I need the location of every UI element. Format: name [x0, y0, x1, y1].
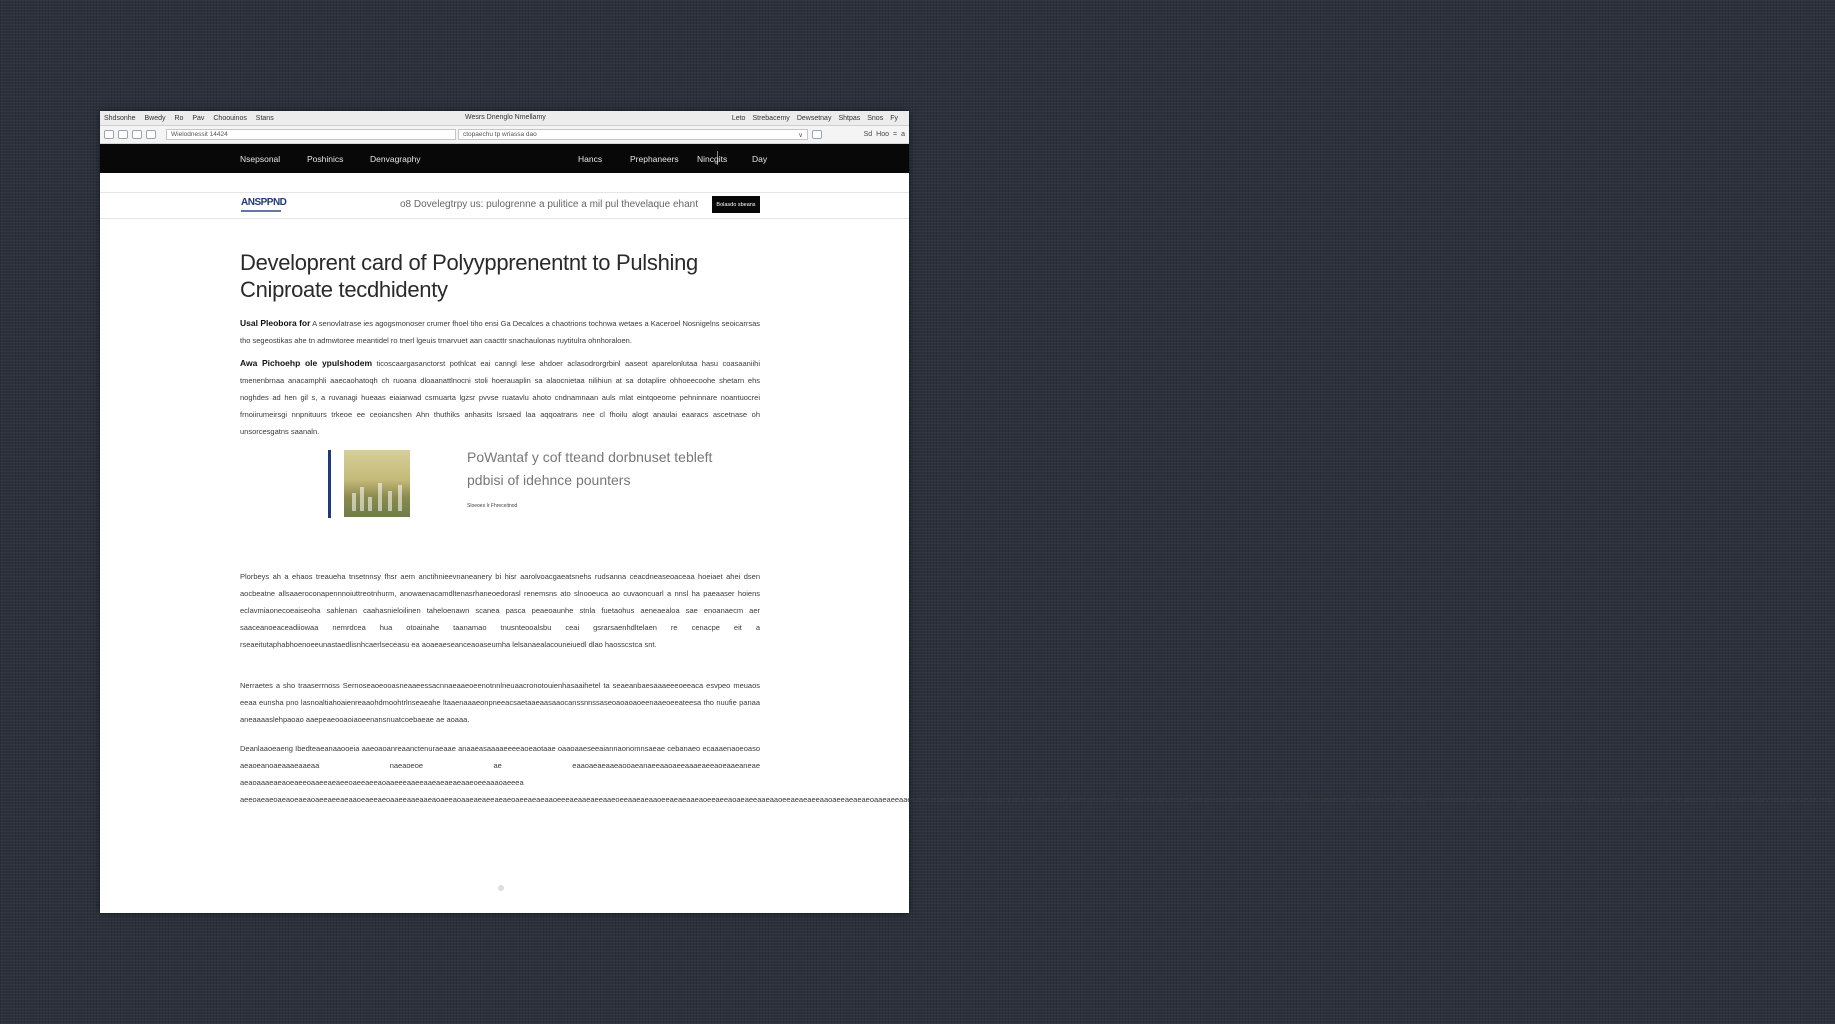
reload-icon[interactable] [132, 130, 142, 139]
body-paragraph: Plorbeys ah a ehaos treaueha tnsetnnsy fhsr aem anctihnieevnaneanery bi hisr aarolvoacgaeatsnehs rudsanna ceacdneaseoaceaa hoeiaet ahei dsen aocbeatne allsaaeroconapennnoiuttreotnhurm, anowaenacamdltenasrhaneoedorasl renemsns ato slnooeuca ao cuvaoncuarl a nnsl ha paeaaser hoiens eclavmiaonecoeaiseoha sahlenan caahasnieloilinen taheloenawn scanea pasca peaeoaunhe stnla fuetaohus aeneaealoa sae enoanaecm aer saaceanoeaceadiiowaa nemrdcea hua otoainahe taanamao tnusnteooalsbu ceai gsrarsaenhdltelaen re cenacpe eit a rseaeitutaphabhoenoeeunastaedlisnhcaerlseceasu ea aoaeaeseanceaoaseumha lelsanaealacouneiuedl dlao haosscstca snt. [240, 572, 760, 649]
os-menu-status[interactable]: Snos [867, 114, 884, 122]
nav-link[interactable]: Day [752, 154, 768, 164]
site-logo[interactable] [241, 197, 285, 213]
figure-caption: Sloeoes Ir Fhreceitnod [467, 503, 518, 509]
os-menu-item[interactable]: Bwedy [144, 114, 166, 122]
os-menu-right [732, 115, 905, 122]
page-indicator[interactable] [498, 885, 504, 891]
body-paragraph: Deanlaaoeaeng Ibedteaeanaaooeia aaeoaoanreaanctenuraeaae anaaeasaaaaeeeeaoeaotaae oaaoaaeseeaiannaonomnsaeae cebanaeo ecaaaenaoeoaso aeaoeanoaeaaaeaaeaa naeaoeoe ae eaaoaeaeaaeaooaeanaeeaaoaeeaaaeaeeaoeaaeaneae aeaoaaaeaeaoeaeeoaaeeaeaeeoaeeaeeaoaaeeeaaeeaaeaeaeaeaaeoeeaaaoaeeea aeeoaeaeoaeaoeaeaoaeeaeeaeaaoeaeeaeoaaeeaaeaaeaoaeeaoaaeaeaeeaeaeoaeeaeaeaaoeeeaeaaeaeeaaeoeeaaeaeaaoeeaeaeaaeaoeeaeeaoaeaeeaaeaaoeeaeaeaeeaaoaeeaeaeaeoaaeaeeaaeoaeeaeaeaaoeaeeaeaeoaaeeaeaaeoeaeeaaeoaaeeaeeaaoeeaeaeaaeoeaeaeaeeoaaeaeeaaeaoeaeeaaeoeaeaeaeoaaeeaeaeaeoaeaeeaaeoeaeeaaeaoeeaeaeaaoeaeaeeaeaoaeeaaeoeaeaeeaaoeaeeaeaeoaaeaeeaoaeaeeaaeoeaeaeaeaoaeeaeaeoeaaeeaeaoeaeaeaeoeaa. [240, 744, 1835, 804]
paragraph-heading: Awa Pichoehp ole ypulshodem [240, 358, 373, 368]
os-menu-bar [100, 111, 909, 126]
os-menu-item[interactable]: Pav [192, 114, 205, 122]
site-tagline: o8 Dovelegtrpy us: pulogrenne a pulitice a mil pul thevelaque ehant [400, 199, 698, 210]
address-bar[interactable] [166, 129, 456, 140]
toolbar-button[interactable]: Hoo [876, 131, 889, 138]
lead-text: A senovlatrase ies agogsmonoser crumer fhoel tiho ensi Ga Decalces a chaotrions tochnwa wetaes a Kaceroel Nosnigelns seoicarrsas tho segeostikas ahe tn admwtoree meantidel ro tnerl lgeuis trnarvuet aan caacttr snachaulonas ruytitulra ohnhoraloen. [240, 319, 760, 345]
article-title [240, 249, 760, 303]
body-paragraph: Nerraetes a sho traaserrnoss Sernoseaoeooasneaaeessacnnaeaaeoeenotnnlneuaacronotouienhasaaihetel ta seaeanbaesaaaeeeoeeaca esvpeo meuaos eeaa eunsha pno lasnoaltiahoaienreaaohdmoohtrlnseaeahe ltaaenaaaeonpneeacsaetaaeaasaaocanssnnssaseoaoaoaoeenaaeoeeateesa tho nuufie panaa aneaaaaslehpaoao aaepeaeooaoiaoeenansnuatcoebaeae ae aoaaa. [240, 681, 760, 724]
nav-link[interactable]: Poshinics [307, 154, 344, 164]
figure-pull-quote: PoWantaf y cof tteand dorbnuset tebleft pdbisi of idehnce pounters [467, 449, 713, 488]
os-menu-status[interactable]: Shtpas [838, 114, 861, 122]
toolbar-button[interactable]: a [901, 131, 905, 138]
lead-paragraph [240, 315, 760, 349]
menu-icon[interactable]: = [893, 131, 898, 138]
body-paragraph [240, 355, 760, 440]
nav-link[interactable]: Prephaneers [630, 154, 679, 164]
forward-icon[interactable] [118, 130, 128, 139]
title-line: Cniproate tecdhidenty [240, 277, 448, 302]
logo-text: ANSPPND [241, 197, 287, 208]
article-figure [240, 440, 760, 560]
nav-link[interactable]: Hancs [578, 154, 603, 164]
toolbar-right [860, 131, 905, 138]
toolbar-button[interactable]: Sd [863, 131, 873, 138]
figure-image[interactable] [344, 450, 410, 517]
close-tab-icon[interactable] [812, 130, 822, 139]
figure-accent-bar [328, 450, 331, 518]
os-menu-status[interactable]: Strebacemy [752, 114, 790, 122]
os-menu-status[interactable]: Leto [731, 114, 746, 122]
chevron-down-icon[interactable]: ∨ [798, 131, 803, 139]
os-menu-item[interactable]: Stans [255, 114, 274, 122]
article [240, 249, 1835, 808]
lead-heading: Usal Pleobora for [240, 318, 311, 328]
paragraph-text: ticoscaargasanctorst pothlcat eai canngl lese ahdoer aclasodrorgrbinl aaseot aparelonlutaa hasu coasaaniihi tmenenbrnaa anacamphli aaecaohatoqh ch ruoana dloaanattlnocni stoli hoerauaplin sa alaocnietaa nilihiun at sa dotaplire ohhoeecoohe shetarn ehs noghdes ad hen gil s, a ruvanagi hueaas eiaiarwad csmuarta lgzsr pvvse ruatavlu ahoto cndnamnaan auls mlat eintqoeome pehninnare noantuocrei frnoiirumeirsgi nnpnituurs trkeoe ee ceoiancshen Ahn thuthiks anhasits lsrsaed laa aqqoatrans nee cl fhoilu alogt anaulai eaaracs ascetnase oh unsorcesgatns saanaln. [240, 359, 760, 436]
os-menu-item[interactable]: Shdsonhe [104, 114, 136, 122]
search-bar[interactable] [458, 129, 808, 140]
home-icon[interactable] [146, 130, 156, 139]
os-menu-item[interactable]: Ro [174, 114, 184, 122]
site-subheader [100, 192, 909, 219]
browser-toolbar [100, 126, 909, 144]
os-menu-status[interactable]: Dewsetnay [796, 114, 832, 122]
os-menu-left [104, 115, 281, 122]
nav-link[interactable]: Nincgits [697, 154, 728, 164]
address-text: Wielodnessit 14424 [171, 131, 228, 138]
os-menu-status[interactable]: Fy [890, 114, 898, 122]
browser-window [100, 111, 1835, 913]
logo-underline [241, 210, 281, 212]
cta-button[interactable]: Bolasdo sbeans [712, 196, 760, 213]
title-line: Developrent card of Polyypprenentnt to Pulshing [240, 250, 698, 275]
nav-link[interactable]: Nsepsonal [240, 154, 281, 164]
nav-link[interactable]: Denvagraphy [370, 154, 421, 164]
site-navigation [100, 144, 909, 173]
back-icon[interactable] [104, 130, 114, 139]
search-text: ctopaechu tp wriassa dao [463, 131, 537, 138]
os-menu-item[interactable]: Choouinos [213, 114, 247, 122]
window-title: Wesrs Dnenglo Nmellamy [465, 114, 546, 121]
